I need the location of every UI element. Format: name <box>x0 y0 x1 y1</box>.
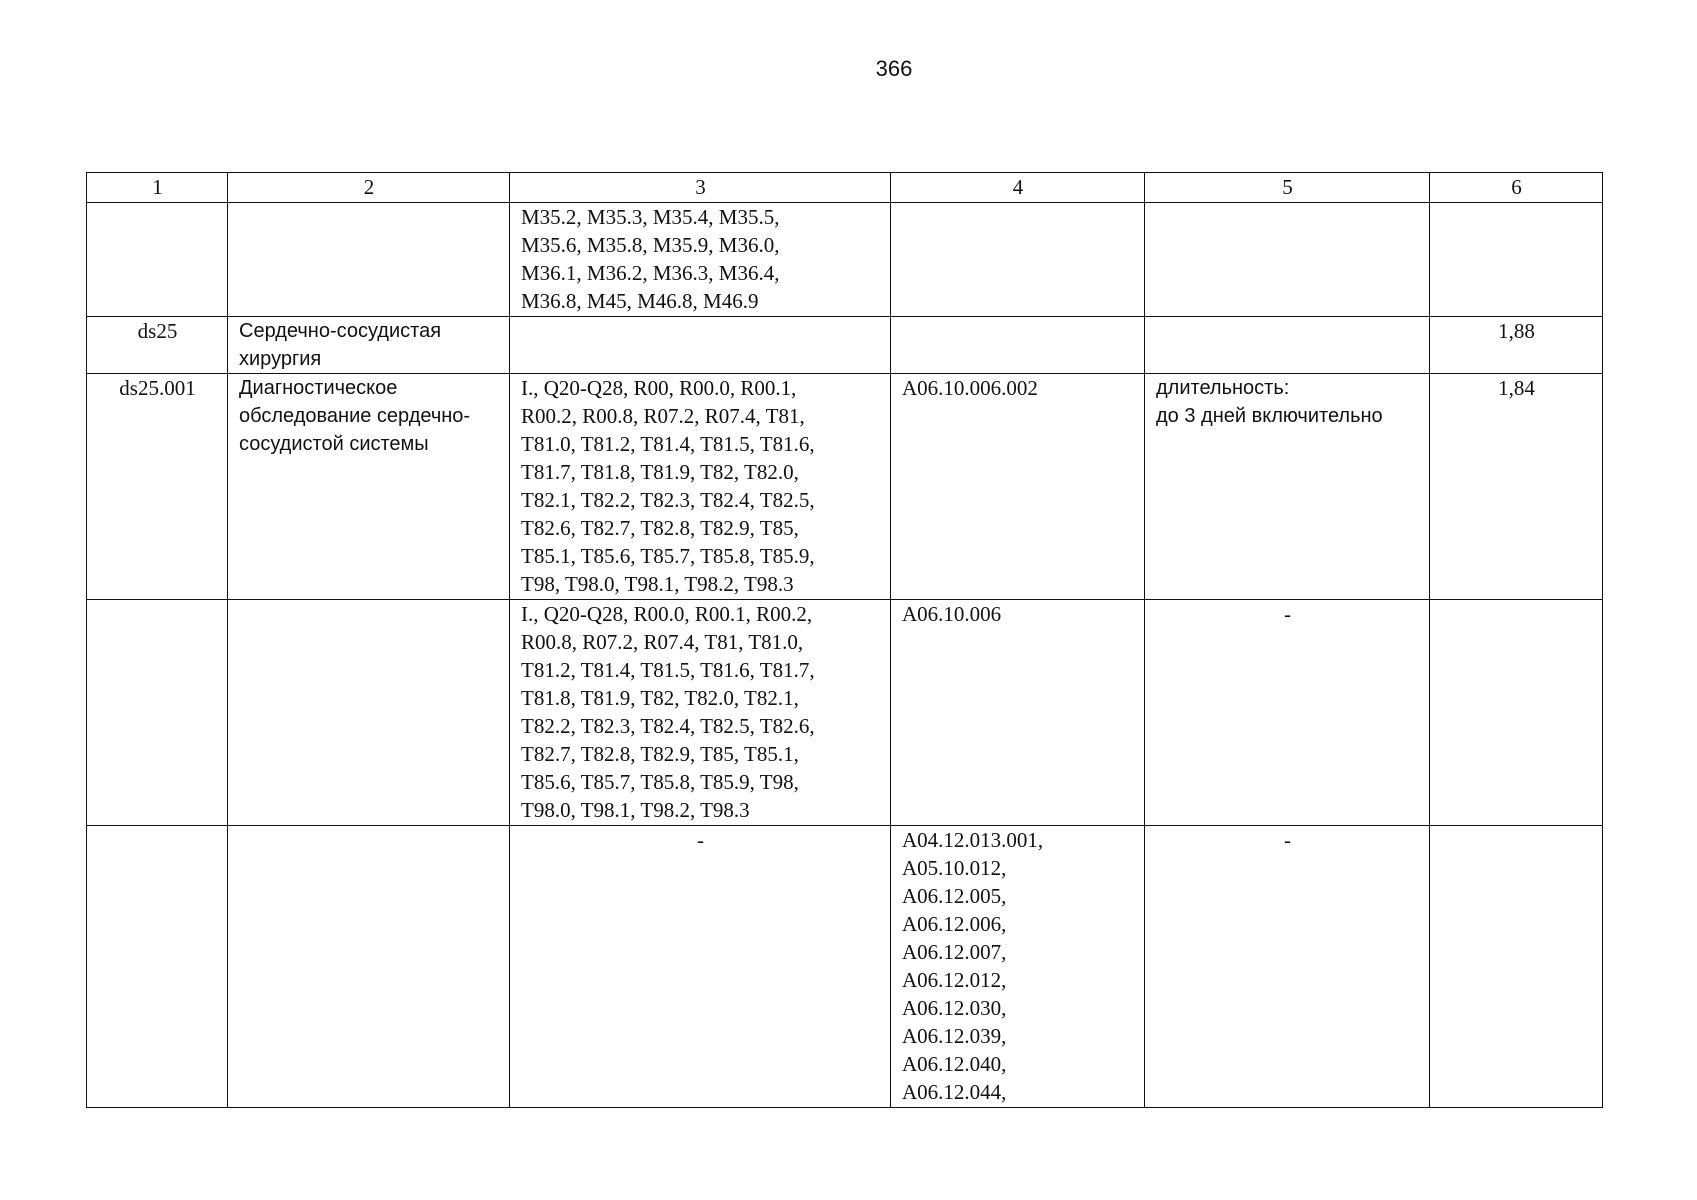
cell-diagnoses <box>510 826 891 1108</box>
header-col-5: 5 <box>1145 173 1430 203</box>
cell-services <box>891 317 1145 374</box>
cell-code <box>87 600 228 826</box>
cell-diagnoses <box>510 317 891 374</box>
header-row <box>87 173 1603 203</box>
cell-line: A06.12.012, <box>902 968 1007 992</box>
cell-name <box>228 826 510 1108</box>
cell-line: T82.1, T82.2, T82.3, T82.4, T82.5, <box>521 488 815 512</box>
cell-diagnoses <box>510 600 891 826</box>
table-row <box>87 203 1603 317</box>
cell-diagnoses <box>510 203 891 317</box>
cell-line: хирургия <box>239 348 322 370</box>
cell-line: T85.1, T85.6, T85.7, T85.8, T85.9, <box>521 544 815 568</box>
header-col-6: 6 <box>1430 173 1603 203</box>
page-number: 366 <box>875 56 913 81</box>
cell-services <box>891 374 1145 600</box>
cell-line: M35.2, M35.3, M35.4, M35.5, <box>521 205 780 229</box>
cell-line: I., Q20-Q28, R00.0, R00.1, R00.2, <box>521 602 813 626</box>
cell-line: A06.12.040, <box>902 1052 1007 1076</box>
cell-criteria <box>1145 203 1430 317</box>
cell-coefficient <box>1430 826 1603 1108</box>
table-row <box>87 826 1603 1108</box>
cell-code: ds25.001 <box>87 374 228 600</box>
cell-line: A06.12.005, <box>902 884 1007 908</box>
cell-line: - <box>1284 602 1291 626</box>
cell-line: A06.12.039, <box>902 1024 1007 1048</box>
cell-services <box>891 826 1145 1108</box>
cell-diagnoses <box>510 374 891 600</box>
cell-line: T81.8, T81.9, T82, T82.0, T82.1, <box>521 686 799 710</box>
tariff-table <box>86 172 1603 1108</box>
cell-line: R00.2, R00.8, R07.2, R07.4, T81, <box>521 404 805 428</box>
cell-coefficient <box>1430 203 1603 317</box>
cell-line: M36.8, M45, M46.8, M46.9 <box>521 289 759 313</box>
cell-criteria <box>1145 600 1430 826</box>
cell-line: T81.7, T81.8, T81.9, T82, T82.0, <box>521 460 799 484</box>
cell-coefficient <box>1430 600 1603 826</box>
cell-line: T98, T98.0, T98.1, T98.2, T98.3 <box>521 572 794 596</box>
cell-services <box>891 600 1145 826</box>
cell-line: T98.0, T98.1, T98.2, T98.3 <box>521 798 750 822</box>
cell-line: A06.12.006, <box>902 912 1007 936</box>
cell-line: A06.10.006 <box>902 602 1002 626</box>
cell-code <box>87 203 228 317</box>
cell-line: T82.6, T82.7, T82.8, T82.9, T85, <box>521 516 799 540</box>
cell-line: сосудистой системы <box>239 433 429 455</box>
cell-line: T82.2, T82.3, T82.4, T82.5, T82.6, <box>521 714 815 738</box>
cell-line: M36.1, M36.2, M36.3, M36.4, <box>521 261 780 285</box>
table-row <box>87 374 1603 600</box>
cell-line: длительность: <box>1156 377 1290 399</box>
cell-line: до 3 дней включительно <box>1156 405 1383 427</box>
cell-code <box>87 826 228 1108</box>
cell-line: T81.0, T81.2, T81.4, T81.5, T81.6, <box>521 432 815 456</box>
cell-name <box>228 317 510 374</box>
cell-line: A06.12.044, <box>902 1080 1007 1104</box>
header-col-3: 3 <box>510 173 891 203</box>
cell-line: T82.7, T82.8, T82.9, T85, T85.1, <box>521 742 799 766</box>
table-row <box>87 600 1603 826</box>
cell-line: R00.8, R07.2, R07.4, T81, T81.0, <box>521 630 804 654</box>
cell-line: T85.6, T85.7, T85.8, T85.9, T98, <box>521 770 799 794</box>
cell-criteria <box>1145 374 1430 600</box>
cell-name <box>228 600 510 826</box>
cell-code: ds25 <box>87 317 228 374</box>
header-col-1: 1 <box>87 173 228 203</box>
cell-line: T81.2, T81.4, T81.5, T81.6, T81.7, <box>521 658 815 682</box>
cell-line: I., Q20-Q28, R00, R00.0, R00.1, <box>521 376 797 400</box>
cell-line: M35.6, M35.8, M35.9, M36.0, <box>521 233 780 257</box>
cell-criteria <box>1145 317 1430 374</box>
cell-name <box>228 203 510 317</box>
cell-line: A04.12.013.001, <box>902 828 1044 852</box>
cell-line: Сердечно-сосудистая <box>239 320 442 342</box>
cell-line: - <box>1284 828 1291 852</box>
cell-coefficient: 1,88 <box>1430 317 1603 374</box>
cell-line: обследование сердечно- <box>239 405 471 427</box>
table-row <box>87 317 1603 374</box>
cell-line: A06.10.006.002 <box>902 376 1038 400</box>
cell-line: A06.12.030, <box>902 996 1007 1020</box>
cell-coefficient: 1,84 <box>1430 374 1603 600</box>
cell-line: A05.10.012, <box>902 856 1007 880</box>
header-col-4: 4 <box>891 173 1145 203</box>
cell-criteria <box>1145 826 1430 1108</box>
cell-name <box>228 374 510 600</box>
header-col-2: 2 <box>228 173 510 203</box>
cell-line: Диагностическое <box>239 377 398 399</box>
cell-services <box>891 203 1145 317</box>
cell-line: - <box>697 828 704 852</box>
cell-line: A06.12.007, <box>902 940 1007 964</box>
